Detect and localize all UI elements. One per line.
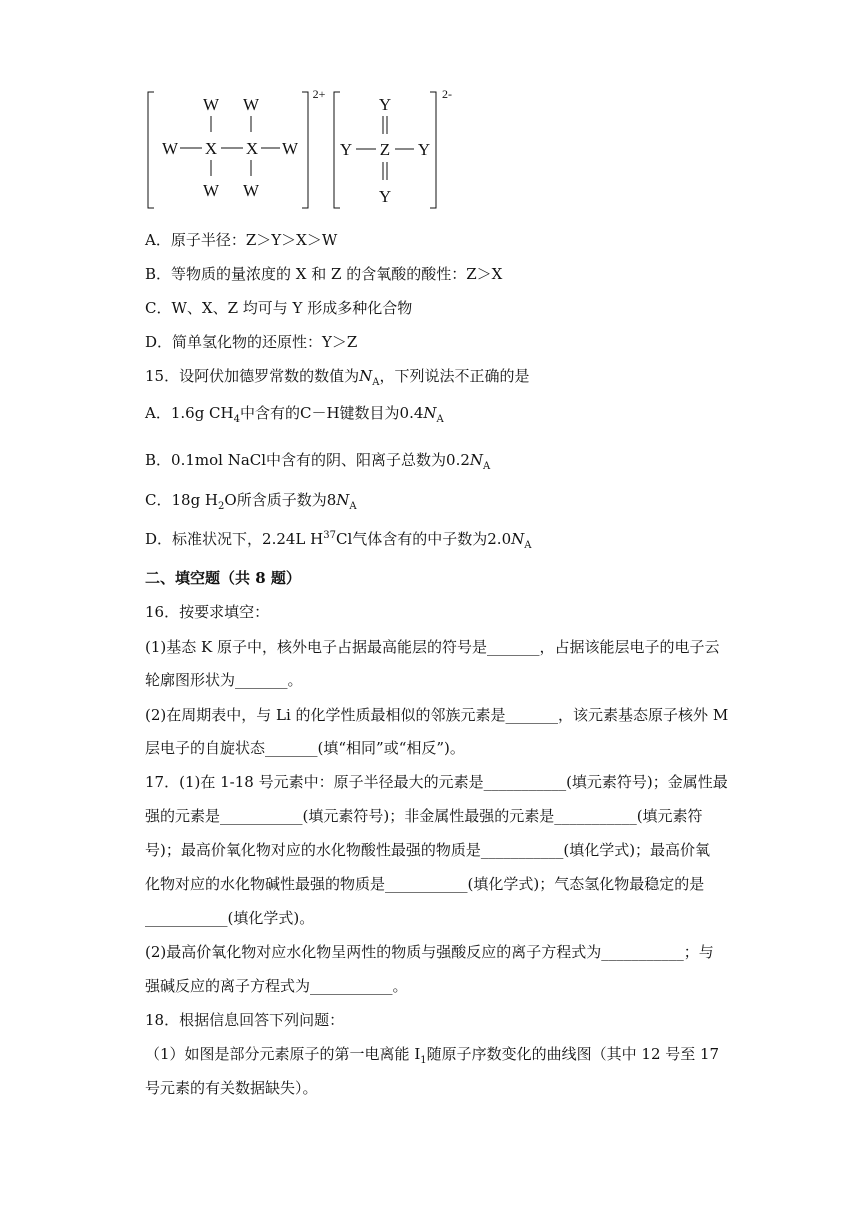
- atom-w: W: [281, 139, 299, 158]
- q15-option-c-text: O所含质子数为8: [224, 491, 337, 509]
- atom-w: W: [202, 181, 220, 200]
- q15-option-c-text: C．18g H: [145, 491, 219, 509]
- q17-line3: 号)；最高价氧化物对应的水化物酸性最强的物质是___________(填化学式)；最高价氧: [145, 841, 711, 859]
- atom-y: Y: [339, 140, 353, 159]
- atom-x: X: [245, 139, 259, 158]
- q17-line1: 17．(1)在 1-18 号元素中：原子半径最大的元素是___________(填元素符号)；金属性最: [145, 773, 728, 791]
- q18-text: （1）如图是部分元素原子的第一电离能 I: [145, 1045, 421, 1063]
- q15-option-c: [145, 490, 750, 510]
- atom-w: W: [242, 95, 260, 114]
- atom-y: Y: [378, 95, 392, 114]
- q14-option-c: C．W、X、Z 均可与 Y 形成多种化合物: [145, 299, 413, 317]
- q18-part1-line1: [145, 1044, 750, 1064]
- q16-part2-line1: (2)在周期表中，与 Li 的化学性质最相似的邻族元素是_______，该元素基态原子核外 M: [145, 706, 729, 724]
- q15-stem-a: 15．设阿伏加德罗常数的数值为: [145, 367, 360, 385]
- q15-option-b: [145, 450, 750, 470]
- na-sub: A: [483, 461, 491, 472]
- subscript: 2: [218, 501, 225, 512]
- q17-line6: (2)最高价氧化物对应水化物呈两性的物质与强酸反应的离子方程式为___________；与: [145, 943, 714, 961]
- na-symbol: N: [336, 491, 350, 509]
- q18-text: 随原子序数变化的曲线图（其中 12 号至 17: [426, 1045, 720, 1063]
- q14-option-b: B．等物质的量浓度的 X 和 Z 的含氧酸的酸性：Z＞X: [145, 265, 503, 283]
- structure-diagram: [140, 84, 460, 214]
- q15-option-a: [145, 403, 750, 423]
- q14-option-a: A．原子半径：Z＞Y＞X＞W: [145, 231, 338, 249]
- left-bracket-close: [302, 92, 308, 208]
- na-sub: A: [436, 414, 444, 425]
- subscript: 1: [420, 1055, 427, 1066]
- atom-w: W: [202, 95, 220, 114]
- q15-option-b-text: B．0.1mol NaCl中含有的阴、阳离子总数为0.2: [145, 451, 470, 469]
- section-title: 二、填空题（共 8 题）: [145, 569, 301, 587]
- q16-part1-line1: (1)基态 K 原子中，核外电子占据最高能层的符号是_______，占据该能层电子的电子云: [145, 638, 720, 656]
- na-symbol: N: [469, 451, 484, 469]
- na-sub: A: [349, 501, 357, 512]
- q17-line4: 化物对应的水化物碱性最强的物质是___________(填化学式)；气态氢化物最稳定的是: [145, 875, 705, 893]
- atom-z: Z: [379, 140, 391, 159]
- cation-charge: 2+: [312, 87, 326, 101]
- q16-stem: 16．按要求填空：: [145, 603, 270, 621]
- na-sub: A: [524, 540, 532, 551]
- q14-option-d: D．简单氢化物的还原性：Y＞Z: [145, 333, 358, 351]
- q18-part1-line2: 号元素的有关数据缺失）。: [145, 1079, 318, 1097]
- q17-line5: ___________(填化学式)。: [145, 909, 315, 927]
- q15-option-a-text: 中含有的C－H键数目为0.4: [240, 404, 424, 422]
- left-bracket-open: [148, 92, 154, 208]
- atom-y: Y: [378, 187, 392, 206]
- q15-option-a-text: A．1.6g CH: [145, 404, 234, 422]
- atom-w: W: [161, 139, 179, 158]
- na-sub: A: [372, 377, 380, 388]
- q18-stem: 18．根据信息回答下列问题：: [145, 1011, 345, 1029]
- q17-line7: 强碱反应的离子方程式为___________。: [145, 977, 408, 995]
- anion-charge: 2-: [442, 87, 452, 101]
- q15-option-d-text: D．标准状况下，2.24L H: [145, 530, 324, 548]
- atom-y: Y: [417, 140, 431, 159]
- superscript: 37: [323, 530, 336, 541]
- subscript: 4: [233, 414, 240, 425]
- q15-stem: [145, 366, 750, 386]
- atom-w: W: [242, 181, 260, 200]
- na-symbol: N: [359, 367, 373, 385]
- na-symbol: N: [423, 404, 437, 422]
- q17-line2: 强的元素是___________(填元素符号)；非金属性最强的元素是___________(填元素符: [145, 807, 703, 825]
- q15-option-d-text: Cl气体含有的中子数为2.0: [335, 530, 512, 548]
- q15-option-d: [145, 529, 750, 549]
- right-bracket-close: [430, 92, 436, 208]
- na-symbol: N: [511, 530, 525, 548]
- atom-x: X: [204, 139, 218, 158]
- q16-part2-line2: 层电子的自旋状态_______(填“相同”或“相反”)。: [145, 739, 465, 757]
- q15-stem-b: ，下列说法不正确的是: [379, 367, 530, 385]
- q16-part1-line2: 轮廓图形状为_______。: [145, 671, 303, 689]
